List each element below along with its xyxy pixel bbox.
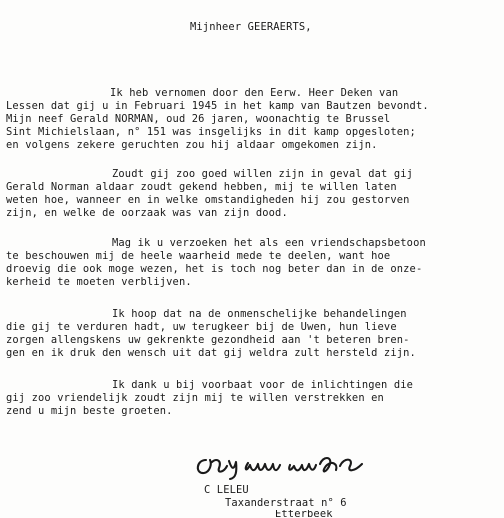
letter-line: Mijn neef Gerald NORMAN, oud 26 jaren, woonachtig te Brussel [6, 113, 391, 125]
letter-line: droevig die ook moge wezen, het is toch nog beter dan in de onze- [6, 263, 423, 275]
salutation: Mijnheer GEERAERTS, [190, 21, 312, 33]
letter-line: zijn, en welke de oorzaak was van zijn dood. [6, 207, 288, 219]
sender-city: Etterbeek [275, 510, 333, 518]
letter-line: gen en ik druk den wensch uit dat gij weldra zult hersteld zijn. [6, 347, 416, 359]
letter-line: zorgen allengskens uw gekrenkte gezondheid aan 't beteren bren- [6, 334, 410, 346]
letter-line: Gerald Norman aldaar zoudt gekend hebben, mij te willen laten [6, 181, 397, 193]
letter-line: Ik heb vernomen door den Eerw. Heer Deken van [110, 87, 399, 99]
letter-line: gij zoo vriendelijk zoudt zijn mij te willen verstrekken en [6, 392, 384, 404]
handwritten-signature [192, 448, 372, 482]
letter-line: Sint Michielslaan, n° 151 was insgelijks in dit kamp opgesloten; [6, 126, 416, 138]
letter-line: die gij te verduren hadt, uw terugkeer bij de Uwen, hun lieve [6, 321, 397, 333]
letter-line: te beschouwen mij de heele waarheid mede te deelen, want hoe [6, 250, 391, 262]
letter-line: weten hoe, wanneer en in welke omstandigheden hij zou gestorven [6, 194, 410, 206]
letter-line: zend u mijn beste groeten. [6, 405, 173, 417]
letter-line: Ik hoop dat na de onmenschelijke behandelingen [112, 308, 407, 320]
letter-line: Ik dank u bij voorbaat voor de inlichtingen die [112, 379, 414, 391]
letter-line: kerheid te moeten verblijven. [6, 276, 192, 288]
letter-line: Mag ik u verzoeken het als een vriendschapsbetoon [112, 237, 426, 249]
letter-line: en volgens zekere geruchten zou hij aldaar omgekomen zijn. [6, 139, 378, 151]
letter-line: Lessen dat gij u in Februari 1945 in het kamp van Bautzen bevondt. [6, 100, 429, 112]
sender-name: C LELEU [204, 484, 249, 496]
sender-street: Taxanderstraat n° 6 [225, 497, 347, 509]
letter-line: Zoudt gij zoo goed willen zijn in geval dat gij [112, 168, 414, 180]
